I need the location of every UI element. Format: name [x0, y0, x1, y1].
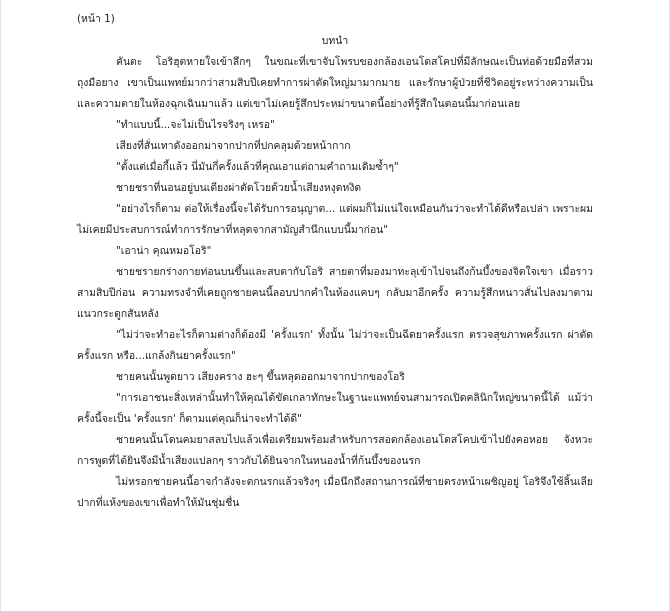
paragraph: คันตะ โอริฮุตหายใจเข้าลึกๆ ในขณะที่เขาจับโพรบของกล้องเอนโดสโคปที่มีลักษณะเป็นท่อด้วยมือที่สวมถุงมือยาง เขาเป็นแพทย์มากว่าสามสิบปีเคยทำการผ่าตัดใหญ่มามากมาย และรักษาผู้ป่วยที่ชีวิตอยู่ระหว่างความเป็นและความตายในห้องฉุกเฉินมาแล้ว แต่เขาไม่เคยรู้สึกประหม่าขนาดนี้อย่างที่รู้สึกในตอนนี้มาก่อนเลย [77, 56, 593, 110]
page-number: (หน้า 1) [77, 13, 115, 25]
paragraph: "อย่างไรก็ตาม ต่อให้เรื่องนี้จะได้รับการอนุญาต... แต่ผมก็ไม่แน่ใจเหมือนกันว่าจะทำได้ดีหรือเปล่า เพราะผมไม่เคยมีประสบการณ์ทำการรักษาที่หลุดจากสามัญสำนึกแบบนี้มาก่อน" [77, 203, 593, 236]
paragraph: ชายชรายกร่างกายท่อนบนขึ้นและสบตากับโอริ สายตาที่มองมาทะลุเข้าไปจนถึงก้นบึ้งของจิตใจเขา เมื่อราวสามสิบปีก่อน ความทรงจำที่เคยถูกชายคนนี้ลอบปากคำในห้องแคบๆ กลับมาอีกครั้ง ความรู้สึกหนาวสั่นไปลงมาตามแนวกระดูกสันหลัง [77, 266, 593, 320]
paragraph: "การเอาชนะสิ่งเหล่านั้นทำให้คุณได้ขัดเกลาทักษะในฐานะแพทย์จนสามารถเปิดคลินิกใหญ่ขนาดนี้ได้ แม้ว่าครั้งนี้จะเป็น 'ครั้งแรก' ก็ตามแต่คุณก็น่าจะทำได้ดี" [77, 392, 593, 425]
paragraph: ชายคนนั้นพูดยาว เสียงคราง ฮะๆ ขึ้นหลุดออกมาจากปากของโอริ [116, 371, 405, 383]
paragraph: เสียงที่สั่นเทาดังออกมาจากปากที่ปกคลุมด้วยหน้ากาก [116, 140, 351, 152]
paragraph: "ทำแบบนี้...จะไม่เป็นไรจริงๆ เหรอ" [116, 119, 275, 131]
chapter-title: บทนำ [321, 35, 349, 47]
paragraph: ไม่หรอกชายคนนี้อาจกำลังจะตกนรกแล้วจริงๆ เมื่อนึกถึงสถานการณ์ที่ชายตรงหน้าเผชิญอยู่ โอริจึงใช้ลิ้นเลียปากที่แห้งของเขาเพื่อทำให้มันชุ่มชื่น [77, 476, 593, 509]
paragraph: ชายชราที่นอนอยู่บนเตียงผ่าตัดโวยด้วยน้ำเสียงหงุดหงิด [116, 182, 362, 194]
paragraph: "ตั้งแต่เมื่อกี้แล้ว นี่มันกี่ครั้งแล้วที่คุณเอาแต่ถามคำถามเดิมซ้ำๆ" [116, 161, 399, 173]
document-body [77, 9, 593, 514]
paragraph: ชายคนนั้นโดนคมยาสลบไปแล้วเพื่อเตรียมพร้อมสำหรับการสอดกล้องเอนโดสโคปเข้าไปยังคอหอย จังหวะการพูดที่ได้ยินจึงมีน้ำเสียงแปลกๆ ราวกับได้ยินจากในหนองน้ำที่ก้นบึ้งของนรก [77, 434, 593, 467]
paragraph: "ไม่ว่าจะทำอะไรก็ตามต่างก็ต้องมี 'ครั้งแรก' ทั้งนั้น ไม่ว่าจะเป็นฉีดยาครั้งแรก ตรวจสุขภาพครั้งแรก ผ่าตัดครั้งแรก หรือ...แกล้งกินยาครั้งแรก" [77, 329, 593, 362]
paragraph: "เอาน่า คุณหมอโอริ" [116, 245, 212, 257]
